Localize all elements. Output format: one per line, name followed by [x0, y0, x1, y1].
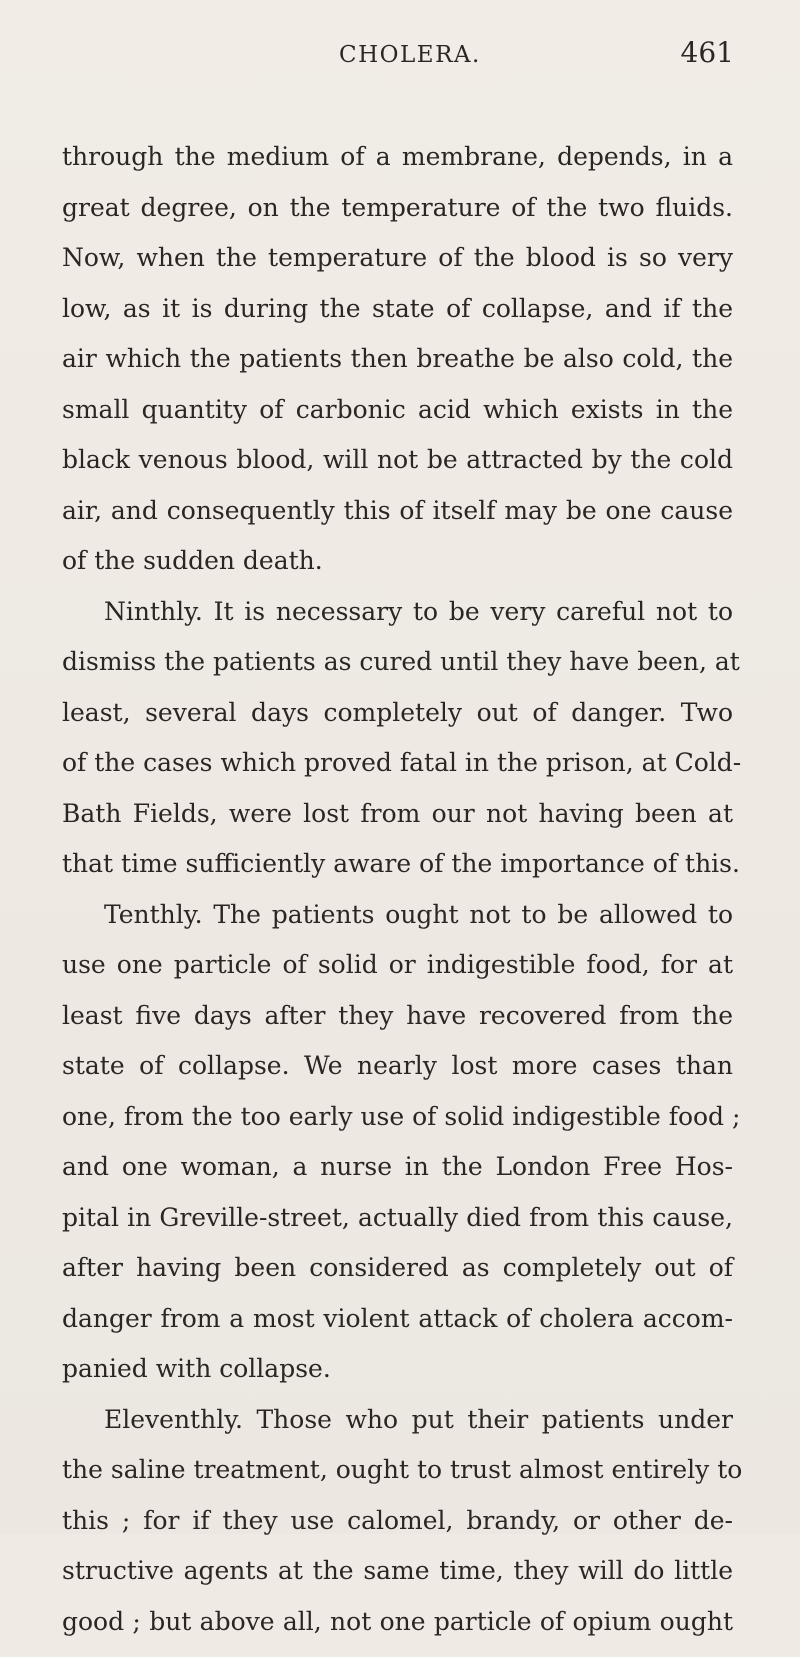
text-line: least five days after they have recovered from the: [62, 1001, 733, 1052]
text-line: this ; for if they use calomel, brandy, or other de-: [62, 1506, 733, 1557]
text-line: danger from a most violent attack of cholera accom-: [62, 1304, 733, 1355]
text-line: and one woman, a nurse in the London Free Hos-: [62, 1152, 733, 1203]
text-line: dismiss the patients as cured until they have been, at: [62, 647, 733, 698]
text-line: small quantity of carbonic acid which exists in the: [62, 395, 733, 446]
text-line: pital in Greville-street, actually died from this cause,: [62, 1203, 733, 1254]
running-head-title: CHOLERA.: [339, 42, 481, 68]
text-line: structive agents at the same time, they will do little: [62, 1556, 733, 1607]
body-text: [62, 142, 733, 1657]
text-line: air, and consequently this of itself may be one cause: [62, 496, 733, 547]
text-line: panied with collapse.: [62, 1354, 733, 1405]
text-line: the saline treatment, ought to trust almost entirely to: [62, 1455, 733, 1506]
text-line: of the sudden death.: [62, 546, 733, 597]
text-line: least, several days completely out of danger. Two: [62, 698, 733, 749]
text-line: air which the patients then breathe be also cold, the: [62, 344, 733, 395]
paragraph-start-line: Tenthly. The patients ought not to be allowed to: [62, 900, 733, 951]
text-line: low, as it is during the state of collapse, and if the: [62, 294, 733, 345]
text-line: use one particle of solid or indigestible food, for at: [62, 950, 733, 1001]
paragraph-start-line: Ninthly. It is necessary to be very careful not to: [62, 597, 733, 648]
text-line: Now, when the temperature of the blood is so very: [62, 243, 733, 294]
running-head: [0, 36, 800, 76]
text-line: through the medium of a membrane, depends, in a: [62, 142, 733, 193]
text-line: after having been considered as completely out of: [62, 1253, 733, 1304]
text-line: great degree, on the temperature of the two fluids.: [62, 193, 733, 244]
text-line: black venous blood, will not be attracted by the cold: [62, 445, 733, 496]
text-line: state of collapse. We nearly lost more cases than: [62, 1051, 733, 1102]
text-line: good ; but above all, not one particle of opium ought: [62, 1607, 733, 1657]
paragraph-start-line: Eleventhly. Those who put their patients under: [62, 1405, 733, 1456]
text-line: that time sufficiently aware of the importance of this.: [62, 849, 733, 900]
text-line: one, from the too early use of solid indigestible food ;: [62, 1102, 733, 1153]
page-number: 461: [681, 36, 734, 69]
text-line: of the cases which proved fatal in the prison, at Cold-: [62, 748, 733, 799]
text-line: Bath Fields, were lost from our not having been at: [62, 799, 733, 850]
